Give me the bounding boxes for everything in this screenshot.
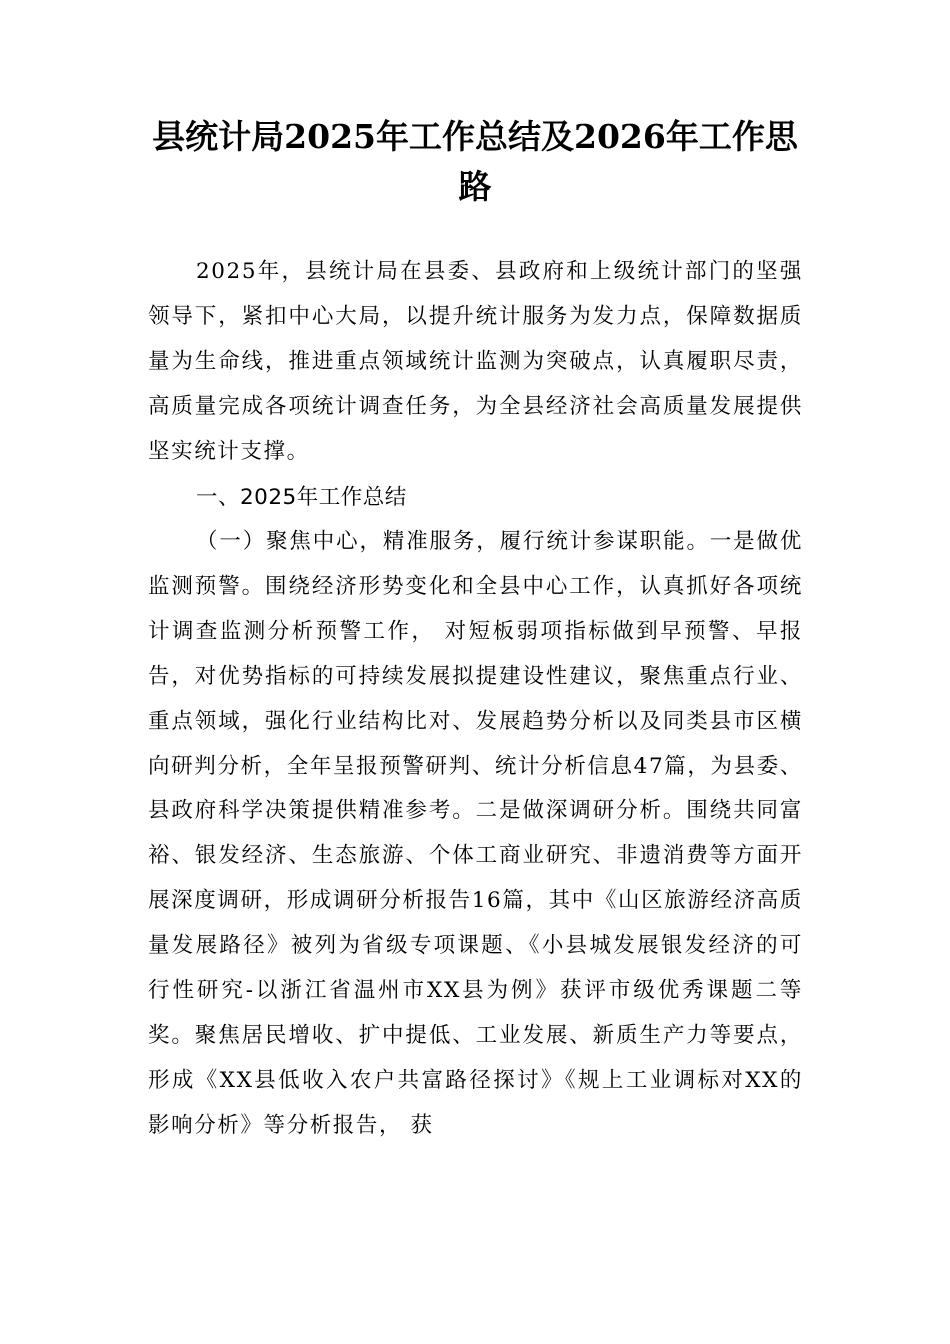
document-title: 县统计局2025年工作总结及2026年工作思路 bbox=[152, 117, 798, 206]
section-heading: 一、2025年工作总结 bbox=[196, 485, 407, 510]
intro-paragraph: 2025年，县统计局在县委、县政府和上级统计部门的坚强领导下，紧扣中心大局，以提升统计服务为发力点，保障数据质量为生命线，推进重点领域统计监测为突破点，认真履职尽责，高质量完成各项统计调查任务，为全县经济社会高质量发展提供坚实统计支撑。 bbox=[148, 259, 803, 464]
section-body-text: 一是做优监测预警。围绕经济形势变化和全县中心工作，认真抓好各项统计调查监测分析预警工作， 对短板弱项指标做到早预警、早报告，对优势指标的可持续发展拟提建设性建议，聚焦重点行业、重点领域，强化行业结构比对、发展趋势分析以及同类县市区横向研判分析，全年呈报预警研判、统计分析信息47篇，为县委、县政府科学决策提供精准参考。二是做深调研分析。围绕共同富裕、银发经济、生态旅游、个体工商业研究、非遗消费等方面开展深度调研，形成调研分析报告16篇，其中《山区旅游经济高质量发展路径》被列为省级专项课题、《小县城发展银发经济的可行性研究-以浙江省温州市XX县为例》获评市级优秀课题二等奖。聚焦居民增收、扩中提低、工业发展、新质生产力等要点，形成《XX县低收入农户共富路径探讨》《规上工业调标对XX的影响分析》等分析报告， 获 bbox=[148, 529, 803, 1138]
sub-heading: （一）聚焦中心，精准服务，履行统计参谋职能。 bbox=[196, 529, 710, 554]
section-paragraph bbox=[148, 520, 803, 1149]
